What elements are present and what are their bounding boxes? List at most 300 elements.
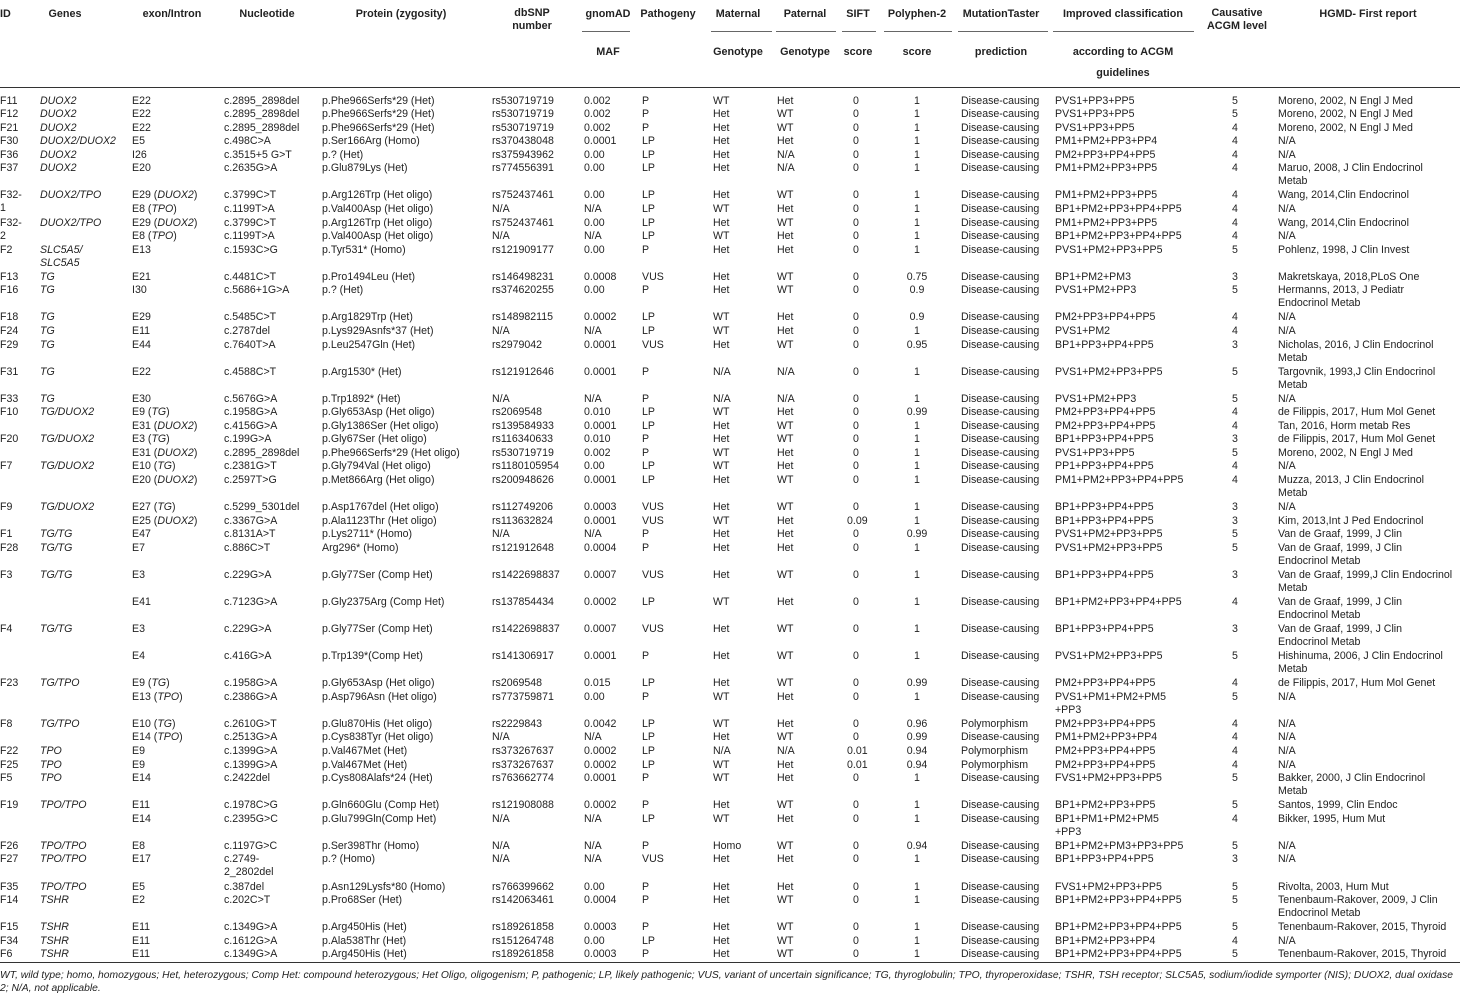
cell-maternal: WT <box>713 94 730 107</box>
cell-dbsnp: rs189261858 <box>492 948 554 961</box>
cell-nucleotide: c.202C>T <box>224 894 271 907</box>
cell-nucleotide: c.2422del <box>224 772 270 785</box>
cell-exon: E11 <box>132 948 151 961</box>
cell-gnomad: 0.0004 <box>584 894 617 907</box>
cell-exon: E5 <box>132 135 145 148</box>
cell-maternal: Het <box>713 216 730 229</box>
cell-hgmd-report: Van de Graaf, 1999,J Clin Endocrinol Metab <box>1278 568 1453 594</box>
cell-acgm-level: 4 <box>1232 474 1238 486</box>
cell-hgmd-report: Tenenbaum-Rakover, 2015, Thyroid <box>1278 948 1447 961</box>
cell-pathogeny: P <box>642 365 650 378</box>
table-footnote: WT, wild type; homo, homozygous; Het, heterozygous; Comp Het: compound heterozygous; Het Oligo, oligogenism; P, pathogenic; LP, likely pathogenic; VUS, variant of uncertain significance; TG, thyroglobulin; TPO, thyroperoxidase; TSHR, TSH receptor; SLC5A5, sodium/iodide symporter (NIS); DUOX2, dual oxidase 2; N/A, not applicable. <box>0 970 1453 994</box>
cell-exon: E27 (TG) <box>132 501 176 514</box>
cell-dbsnp: rs139584933 <box>492 419 554 432</box>
row-genes: TG/DUOX2 <box>40 501 95 514</box>
cell-exon: E11 <box>132 799 151 812</box>
row-id: F32- 1 <box>0 189 22 215</box>
cell-protein: p.Met866Arg (Het oligo) <box>322 474 435 486</box>
cell-paternal: WT <box>777 189 794 202</box>
cell-classification: PP1+PP3+PP4+PP5 <box>1055 460 1154 473</box>
cell-dbsnp: N/A <box>492 230 510 243</box>
cell-gnomad: 0.0007 <box>584 623 617 636</box>
cell-protein: p.Glu870His (Het oligo) <box>322 717 433 730</box>
cell-sift: 0 <box>853 474 859 486</box>
cell-pathogeny: LP <box>642 162 655 175</box>
row-genes: TG/DUOX2 <box>40 406 95 419</box>
cell-mutationtaster: Disease-causing <box>961 799 1040 812</box>
cell-mutationtaster: Disease-causing <box>961 623 1040 636</box>
header-rule <box>0 87 1460 88</box>
cell-nucleotide: c.1399G>A <box>224 745 278 757</box>
header-dbsnp: dbSNP number <box>512 7 552 32</box>
cell-classification: PM2+PP3+PP4+PP5 <box>1055 758 1156 771</box>
cell-dbsnp: rs752437461 <box>492 189 554 202</box>
cell-gnomad: 0.015 <box>584 677 611 690</box>
row-genes: TG/DUOX2 <box>40 460 95 473</box>
cell-exon: E8 (TPO) <box>132 203 177 215</box>
cell-exon: E3 <box>132 623 145 636</box>
cell-classification: PVS1+PM2+PP3+PP5 <box>1055 650 1163 663</box>
cell-gnomad: N/A <box>584 812 602 825</box>
cell-acgm-level: 4 <box>1232 162 1238 175</box>
cell-paternal: WT <box>777 270 794 283</box>
gene-italic: TG <box>157 717 173 730</box>
cell-sift: 0 <box>853 541 859 554</box>
cell-dbsnp: rs2229843 <box>492 717 543 730</box>
cell-protein: p.Arg450His (Het) <box>322 948 407 961</box>
cell-exon: E44 <box>132 338 151 351</box>
cell-paternal: Het <box>777 203 794 215</box>
cell-mutationtaster: Polymorphism <box>961 758 1029 771</box>
cell-polyphen: 1 <box>914 162 920 175</box>
cell-protein: p.Arg126Trp (Het oligo) <box>322 216 433 229</box>
cell-protein: p.Ser398Thr (Homo) <box>322 839 420 852</box>
row-genes: TG/TPO <box>40 677 80 690</box>
cell-maternal: WT <box>713 772 730 785</box>
cell-protein: p.Ser166Arg (Homo) <box>322 135 420 148</box>
cell-gnomad: 0.00 <box>584 690 605 703</box>
cell-paternal: Het <box>777 853 794 866</box>
cell-protein: p.Gly794Val (Het oligo) <box>322 460 431 473</box>
cell-gnomad: 0.00 <box>584 460 605 473</box>
row-genes: TG <box>40 392 55 405</box>
cell-maternal: N/A <box>713 365 731 378</box>
cell-paternal: Het <box>777 311 794 324</box>
cell-mutationtaster: Disease-causing <box>961 934 1040 947</box>
cell-gnomad: 0.00 <box>584 934 605 947</box>
cell-exon: E4 <box>132 650 145 663</box>
cell-exon: E7 <box>132 541 145 554</box>
cell-acgm-level: 3 <box>1232 270 1238 283</box>
cell-pathogeny: LP <box>642 717 655 730</box>
cell-sift: 0 <box>853 108 859 121</box>
cell-paternal: Het <box>777 243 794 256</box>
cell-hgmd-report: N/A <box>1278 745 1296 757</box>
cell-gnomad: 0.002 <box>584 94 611 107</box>
cell-paternal: WT <box>777 216 794 229</box>
cell-classification: PM2+PP3+PP4+PP5 <box>1055 677 1156 690</box>
cell-protein: p.Phe966Serfs*29 (Het) <box>322 94 435 107</box>
row-genes: DUOX2/DUOX2 <box>40 135 116 148</box>
cell-protein: p.Arg126Trp (Het oligo) <box>322 189 433 202</box>
gene-italic: TG <box>151 406 167 419</box>
cell-protein: p.Ala538Thr (Het) <box>322 934 407 947</box>
cell-pathogeny: P <box>642 948 650 961</box>
cell-paternal: Het <box>777 446 794 459</box>
cell-exon: E5 <box>132 880 145 893</box>
cell-exon: E22 <box>132 121 151 134</box>
cell-mutationtaster: Polymorphism <box>961 745 1029 757</box>
cell-acgm-level: 4 <box>1232 121 1238 134</box>
cell-acgm-level: 4 <box>1232 406 1238 419</box>
cell-paternal: WT <box>777 948 794 961</box>
cell-nucleotide: c.2635G>A <box>224 162 278 175</box>
cell-maternal: Het <box>713 894 730 907</box>
cell-maternal: WT <box>713 690 730 703</box>
cell-protein: p.Pro1494Leu (Het) <box>322 270 416 283</box>
cell-acgm-level: 4 <box>1232 311 1238 324</box>
cell-hgmd-report: N/A <box>1278 853 1296 866</box>
cell-dbsnp: N/A <box>492 731 510 744</box>
cell-exon: E14 (TPO) <box>132 731 183 744</box>
cell-paternal: Het <box>777 758 794 771</box>
header-sift-top: SIFT <box>846 8 870 20</box>
cell-pathogeny: LP <box>642 230 655 243</box>
cell-mutationtaster: Disease-causing <box>961 541 1040 554</box>
row-id: F28 <box>0 541 19 554</box>
row-genes: TG/TPO <box>40 717 80 730</box>
cell-polyphen: 1 <box>914 135 920 148</box>
cell-acgm-level: 3 <box>1232 568 1238 581</box>
cell-mutationtaster: Disease-causing <box>961 812 1040 825</box>
cell-acgm-level: 5 <box>1232 541 1238 554</box>
cell-hgmd-report: Tenenbaum-Rakover, 2015, Thyroid <box>1278 921 1447 934</box>
cell-pathogeny: LP <box>642 812 655 825</box>
cell-hgmd-report: Van de Graaf, 1999, J Clin Endocrinol Metab <box>1278 623 1403 649</box>
cell-protein: p.Gly1386Ser (Het oligo) <box>322 419 439 432</box>
row-genes: TG <box>40 270 55 283</box>
cell-acgm-level: 4 <box>1232 745 1238 757</box>
cell-nucleotide: c.5686+1G>A <box>224 284 290 297</box>
cell-exon: E2 <box>132 894 145 907</box>
cell-classification: BP1+PP3+PP4+PP5 <box>1055 568 1154 581</box>
cell-gnomad: 0.0003 <box>584 501 617 514</box>
cell-gnomad: 0.002 <box>584 108 611 121</box>
cell-polyphen: 1 <box>914 148 920 161</box>
cell-polyphen: 1 <box>914 108 920 121</box>
cell-paternal: Het <box>777 406 794 419</box>
cell-hgmd-report: Bikker, 1995, Hum Mut <box>1278 812 1386 825</box>
cell-acgm-level: 5 <box>1232 365 1238 378</box>
cell-exon: E10 (TG) <box>132 460 176 473</box>
cell-acgm-level: 3 <box>1232 501 1238 514</box>
cell-nucleotide: c.1593C>G <box>224 243 278 256</box>
header-gnomad-top: gnomAD <box>585 8 631 20</box>
cell-dbsnp: rs530719719 <box>492 121 554 134</box>
cell-exon: E22 <box>132 94 151 107</box>
row-id: F22 <box>0 745 19 757</box>
cell-paternal: Het <box>777 94 794 107</box>
cell-paternal: Het <box>777 324 794 337</box>
header-pathogeny: Pathogeny <box>640 8 696 20</box>
cell-sift: 0 <box>853 501 859 514</box>
row-genes: TSHR <box>40 921 69 934</box>
cell-maternal: Het <box>713 284 730 297</box>
cell-hgmd-report: Kim, 2013,Int J Ped Endocrinol <box>1278 514 1424 527</box>
cell-classification: PM2+PP3+PP4+PP5 <box>1055 148 1156 161</box>
row-genes: TG/DUOX2 <box>40 433 95 446</box>
cell-sift: 0 <box>853 528 859 541</box>
cell-maternal: Het <box>713 338 730 351</box>
cell-pathogeny: P <box>642 799 650 812</box>
cell-sift: 0 <box>853 121 859 134</box>
cell-classification: BP1+PP3+PP4+PP5 <box>1055 853 1154 866</box>
cell-gnomad: 0.0003 <box>584 921 617 934</box>
cell-protein: p.Tyr531* (Homo) <box>322 243 406 256</box>
cell-sift: 0 <box>853 392 859 405</box>
cell-polyphen: 1 <box>914 203 920 215</box>
cell-nucleotide: c.387del <box>224 880 265 893</box>
cell-mutationtaster: Disease-causing <box>961 203 1040 215</box>
cell-paternal: Het <box>777 595 794 608</box>
cell-sift: 0 <box>853 650 859 663</box>
cell-polyphen: 1 <box>914 650 920 663</box>
cell-classification: PM1+PM2+PP3+PP5 <box>1055 162 1158 175</box>
row-id: F9 <box>0 501 13 514</box>
row-id: F35 <box>0 880 19 893</box>
cell-pathogeny: P <box>642 839 650 852</box>
cell-classification: BP1+PP3+PP4+PP5 <box>1055 338 1154 351</box>
row-id: F2 <box>0 243 13 256</box>
cell-exon: E41 <box>132 595 151 608</box>
cell-dbsnp: rs116340633 <box>492 433 554 446</box>
cell-protein: p.? (Het) <box>322 148 364 161</box>
cell-mutationtaster: Polymorphism <box>961 717 1029 730</box>
cell-dbsnp: rs200948626 <box>492 474 554 486</box>
cell-gnomad: 0.00 <box>584 216 605 229</box>
cell-classification: BP1+PM2+PP3+PP4+PP5 <box>1055 203 1182 215</box>
cell-protein: p.Gln660Glu (Comp Het) <box>322 799 440 812</box>
cell-gnomad: 0.00 <box>584 148 605 161</box>
cell-polyphen: 0.96 <box>906 717 928 730</box>
cell-hgmd-report: N/A <box>1278 501 1296 514</box>
header-subrule <box>1053 31 1194 32</box>
cell-polyphen: 1 <box>914 501 920 514</box>
row-id: F6 <box>0 948 13 961</box>
cell-pathogeny: LP <box>642 311 655 324</box>
header-genes: Genes <box>48 8 82 20</box>
cell-acgm-level: 5 <box>1232 948 1238 961</box>
cell-hgmd-report: Tan, 2016, Horm metab Res <box>1278 419 1411 432</box>
cell-protein: p.Gly653Asp (Het oligo) <box>322 406 435 419</box>
cell-exon: E13 <box>132 243 151 256</box>
cell-mutationtaster: Disease-causing <box>961 189 1040 202</box>
gene-italic: TPO <box>151 230 174 243</box>
cell-gnomad: N/A <box>584 853 602 866</box>
cell-acgm-level: 5 <box>1232 921 1238 934</box>
header-maternal-bottom: Genotype <box>713 46 763 58</box>
cell-pathogeny: LP <box>642 745 655 757</box>
cell-gnomad: 0.0002 <box>584 799 617 812</box>
cell-exon: E30 <box>132 392 151 405</box>
cell-paternal: WT <box>777 338 794 351</box>
cell-hgmd-report: Hishinuma, 2006, J Clin Endocrinol Metab <box>1278 650 1443 676</box>
cell-mutationtaster: Disease-causing <box>961 514 1040 527</box>
cell-dbsnp: rs121908088 <box>492 799 554 812</box>
cell-nucleotide: c.2610G>T <box>224 717 277 730</box>
cell-nucleotide: c.1199T>A <box>224 230 275 243</box>
row-genes: TG/TG <box>40 623 73 636</box>
cell-exon: E22 <box>132 365 151 378</box>
table-bottom-rule <box>0 962 1460 963</box>
cell-exon: E11 <box>132 934 151 947</box>
cell-dbsnp: N/A <box>492 392 510 405</box>
cell-polyphen: 1 <box>914 230 920 243</box>
cell-classification: PVS1+PM2+PP3+PP5 <box>1055 528 1163 541</box>
cell-sift: 0 <box>853 853 859 866</box>
cell-dbsnp: rs113632824 <box>492 514 554 527</box>
cell-dbsnp: rs121912648 <box>492 541 554 554</box>
cell-dbsnp: rs121909177 <box>492 243 554 256</box>
cell-protein: p.Phe966Serfs*29 (Het oligo) <box>322 446 460 459</box>
cell-mutationtaster: Disease-causing <box>961 650 1040 663</box>
cell-pathogeny: LP <box>642 474 655 486</box>
cell-mutationtaster: Disease-causing <box>961 839 1040 852</box>
cell-mutationtaster: Disease-causing <box>961 365 1040 378</box>
cell-nucleotide: c.8131A>T <box>224 528 276 541</box>
cell-mutationtaster: Disease-causing <box>961 731 1040 744</box>
cell-hgmd-report: Makretskaya, 2018,PLoS One <box>1278 270 1420 283</box>
cell-nucleotide: c.4481C>T <box>224 270 277 283</box>
cell-acgm-level: 5 <box>1232 284 1238 297</box>
cell-maternal: Het <box>713 934 730 947</box>
gene-italic: TG <box>151 677 167 690</box>
header-polyphen-top: Polyphen-2 <box>887 8 947 20</box>
cell-pathogeny: LP <box>642 189 655 202</box>
cell-pathogeny: VUS <box>642 514 664 527</box>
cell-sift: 0 <box>853 243 859 256</box>
cell-mutationtaster: Disease-causing <box>961 568 1040 581</box>
cell-protein: p.Phe966Serfs*29 (Het) <box>322 108 435 121</box>
cell-maternal: Het <box>713 419 730 432</box>
gene-italic: DUOX2 <box>157 189 194 202</box>
cell-dbsnp: rs2979042 <box>492 338 543 351</box>
cell-acgm-level: 4 <box>1232 460 1238 473</box>
cell-hgmd-report: Van de Graaf, 1999, J Clin <box>1278 528 1403 541</box>
cell-acgm-level: 5 <box>1232 894 1238 907</box>
cell-pathogeny: VUS <box>642 338 664 351</box>
cell-exon: E10 (TG) <box>132 717 176 730</box>
cell-pathogeny: LP <box>642 406 655 419</box>
row-id: F27 <box>0 853 19 866</box>
cell-gnomad: 0.0001 <box>584 135 617 148</box>
cell-pathogeny: LP <box>642 419 655 432</box>
cell-pathogeny: LP <box>642 460 655 473</box>
cell-maternal: WT <box>713 514 730 527</box>
header-subrule <box>776 31 836 32</box>
cell-polyphen: 1 <box>914 94 920 107</box>
cell-mutationtaster: Disease-causing <box>961 406 1040 419</box>
cell-dbsnp: rs151264748 <box>492 934 554 947</box>
cell-exon: E11 <box>132 324 151 337</box>
cell-nucleotide: c.2787del <box>224 324 270 337</box>
cell-hgmd-report: Van de Graaf, 1999, J Clin Endocrinol Metab <box>1278 595 1403 621</box>
cell-sift: 0 <box>853 216 859 229</box>
cell-hgmd-report: N/A <box>1278 311 1296 324</box>
cell-paternal: WT <box>777 568 794 581</box>
row-genes: TPO/TPO <box>40 853 87 866</box>
cell-exon: E20 (DUOX2) <box>132 474 198 486</box>
cell-gnomad: 0.0001 <box>584 338 617 351</box>
cell-polyphen: 1 <box>914 568 920 581</box>
cell-pathogeny: VUS <box>642 853 664 866</box>
cell-polyphen: 0.75 <box>906 270 928 283</box>
cell-dbsnp: rs530719719 <box>492 94 554 107</box>
cell-mutationtaster: Disease-causing <box>961 460 1040 473</box>
cell-gnomad: 0.0002 <box>584 595 617 608</box>
cell-protein: p.Arg1530* (Het) <box>322 365 402 378</box>
cell-maternal: Het <box>713 121 730 134</box>
cell-paternal: WT <box>777 501 794 514</box>
cell-sift: 0 <box>853 717 859 730</box>
cell-hgmd-report: Wang, 2014,Clin Endocrinol <box>1278 189 1409 202</box>
header-paternal-bottom: Genotype <box>780 46 830 58</box>
cell-maternal: Het <box>713 433 730 446</box>
cell-hgmd-report: Moreno, 2002, N Engl J Med <box>1278 94 1413 107</box>
cell-classification: PM2+PP3+PP4+PP5 <box>1055 311 1156 324</box>
cell-dbsnp: rs2069548 <box>492 677 543 690</box>
header-subrule <box>711 31 772 32</box>
cell-pathogeny: LP <box>642 595 655 608</box>
cell-dbsnp: rs373267637 <box>492 758 554 771</box>
cell-maternal: WT <box>713 406 730 419</box>
cell-pathogeny: VUS <box>642 568 664 581</box>
cell-polyphen: 0.9 <box>909 284 925 297</box>
cell-dbsnp: N/A <box>492 812 510 825</box>
cell-gnomad: 0.0001 <box>584 772 617 785</box>
cell-polyphen: 0.9 <box>909 311 925 324</box>
gene-italic: DUOX2 <box>157 514 194 527</box>
cell-classification: BP1+PM1+PM2+PM5 +PP3 <box>1055 812 1159 838</box>
cell-protein: p.Val400Asp (Het oligo) <box>322 203 434 215</box>
cell-mutationtaster: Disease-causing <box>961 433 1040 446</box>
cell-dbsnp: rs375943962 <box>492 148 554 161</box>
cell-acgm-level: 5 <box>1232 650 1238 663</box>
cell-mutationtaster: Disease-causing <box>961 677 1040 690</box>
row-id: F11 <box>0 94 18 107</box>
cell-acgm-level: 4 <box>1232 677 1238 690</box>
row-genes: TPO/TPO <box>40 839 87 852</box>
cell-nucleotide: c.416G>A <box>224 650 272 663</box>
cell-paternal: Het <box>777 514 794 527</box>
cell-mutationtaster: Disease-causing <box>961 162 1040 175</box>
row-id: F21 <box>0 121 19 134</box>
cell-hgmd-report: Santos, 1999, Clin Endoc <box>1278 799 1398 812</box>
cell-nucleotide: c.5299_5301del <box>224 501 300 514</box>
cell-sift: 0 <box>853 311 859 324</box>
cell-gnomad: 0.0007 <box>584 568 617 581</box>
cell-nucleotide: c.1349G>A <box>224 948 278 961</box>
header-mutationtaster-bottom: prediction <box>974 46 1028 58</box>
cell-hgmd-report: N/A <box>1278 203 1296 215</box>
cell-polyphen: 1 <box>914 514 920 527</box>
cell-acgm-level: 3 <box>1232 623 1238 636</box>
cell-polyphen: 1 <box>914 365 920 378</box>
cell-maternal: Het <box>713 568 730 581</box>
cell-maternal: Het <box>713 135 730 148</box>
cell-nucleotide: c.1197G>C <box>224 839 278 852</box>
cell-nucleotide: c.7123G>A <box>224 595 278 608</box>
